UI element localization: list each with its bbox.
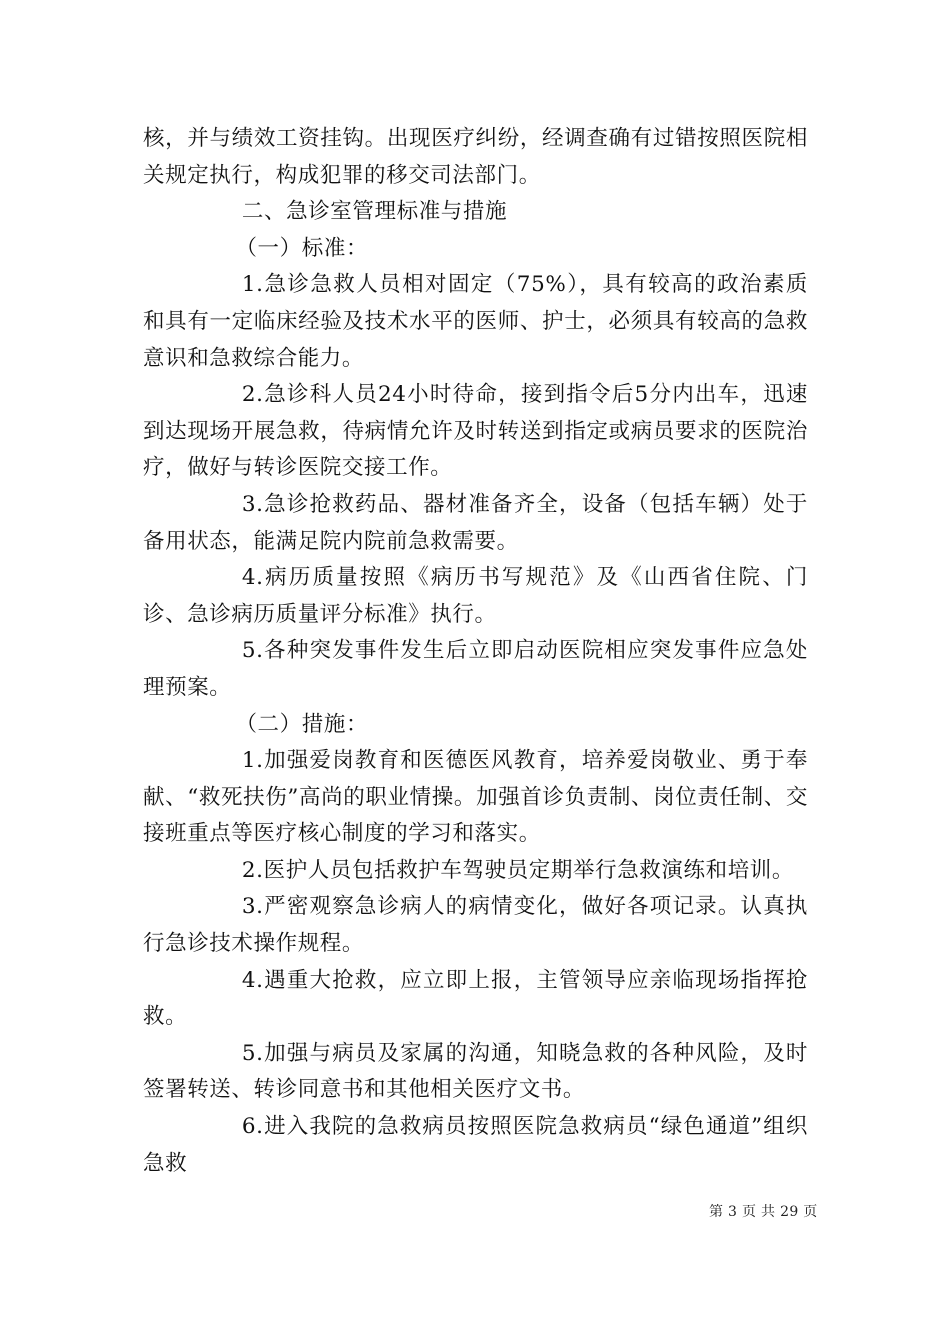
standard-item-5: 5.各种突发事件发生后立即启动医院相应突发事件应急处理预案。 <box>143 638 808 700</box>
measure-item-3: 3.严密观察急诊病人的病情变化，做好各项记录。认真执行急诊技术操作规程。 <box>143 894 808 957</box>
measure-item-5: 5.加强与病员及家属的沟通，知晓急救的各种风险，及时签署转送、转诊同意书和其他相关医疗文书。 <box>143 1040 808 1103</box>
measure-item-4: 4.遇重大抢救，应立即上报，主管领导应亲临现场指挥抢救。 <box>143 967 808 1030</box>
standard-item-1: 1.急诊急救人员相对固定（75%），具有较高的政治素质和具有一定临床经验及技术水平的医师、护士，必须具有较高的急救意识和急救综合能力。 <box>143 272 808 371</box>
section-heading: 二、急诊室管理标准与措施 <box>241 199 508 225</box>
measure-item-1: 1.加强爱岗教育和医德医风教育，培养爱岗敬业、勇于奉献、“救死扶伤”高尚的职业情操。加强首诊负责制、岗位责任制、交接班重点等医疗核心制度的学习和落实。 <box>143 748 808 847</box>
measure-item-2: 2.医护人员包括救护车驾驶员定期举行急救演练和培训。 <box>241 857 795 883</box>
document-body <box>143 121 808 1182</box>
page-number: 第 3 页 共 29 页 <box>709 1204 818 1220</box>
standard-item-3: 3.急诊抢救药品、器材准备齐全，设备（包括车辆）处于备用状态，能满足院内院前急救需要。 <box>143 491 808 554</box>
measure-item-6: 6.进入我院的急救病员按照医院急救病员“绿色通道”组织急救 <box>143 1114 808 1176</box>
standard-item-4: 4.病历质量按照《病历书写规范》及《山西省住院、门诊、急诊病历质量评分标准》执行。 <box>143 565 808 627</box>
paragraph-continuation: 核，并与绩效工资挂钩。出现医疗纠纷，经调查确有过错按照医院相关规定执行，构成犯罪的移交司法部门。 <box>143 126 808 188</box>
subsection-heading-standards: （一）标准： <box>235 235 369 261</box>
standard-item-2: 2.急诊科人员24小时待命，接到指令后5分内出车，迅速到达现场开展急救，待病情允许及时转送到指定或病员要求的医院治疗，做好与转诊医院交接工作。 <box>143 382 808 481</box>
subsection-heading-measures: （二）措施： <box>235 711 369 737</box>
